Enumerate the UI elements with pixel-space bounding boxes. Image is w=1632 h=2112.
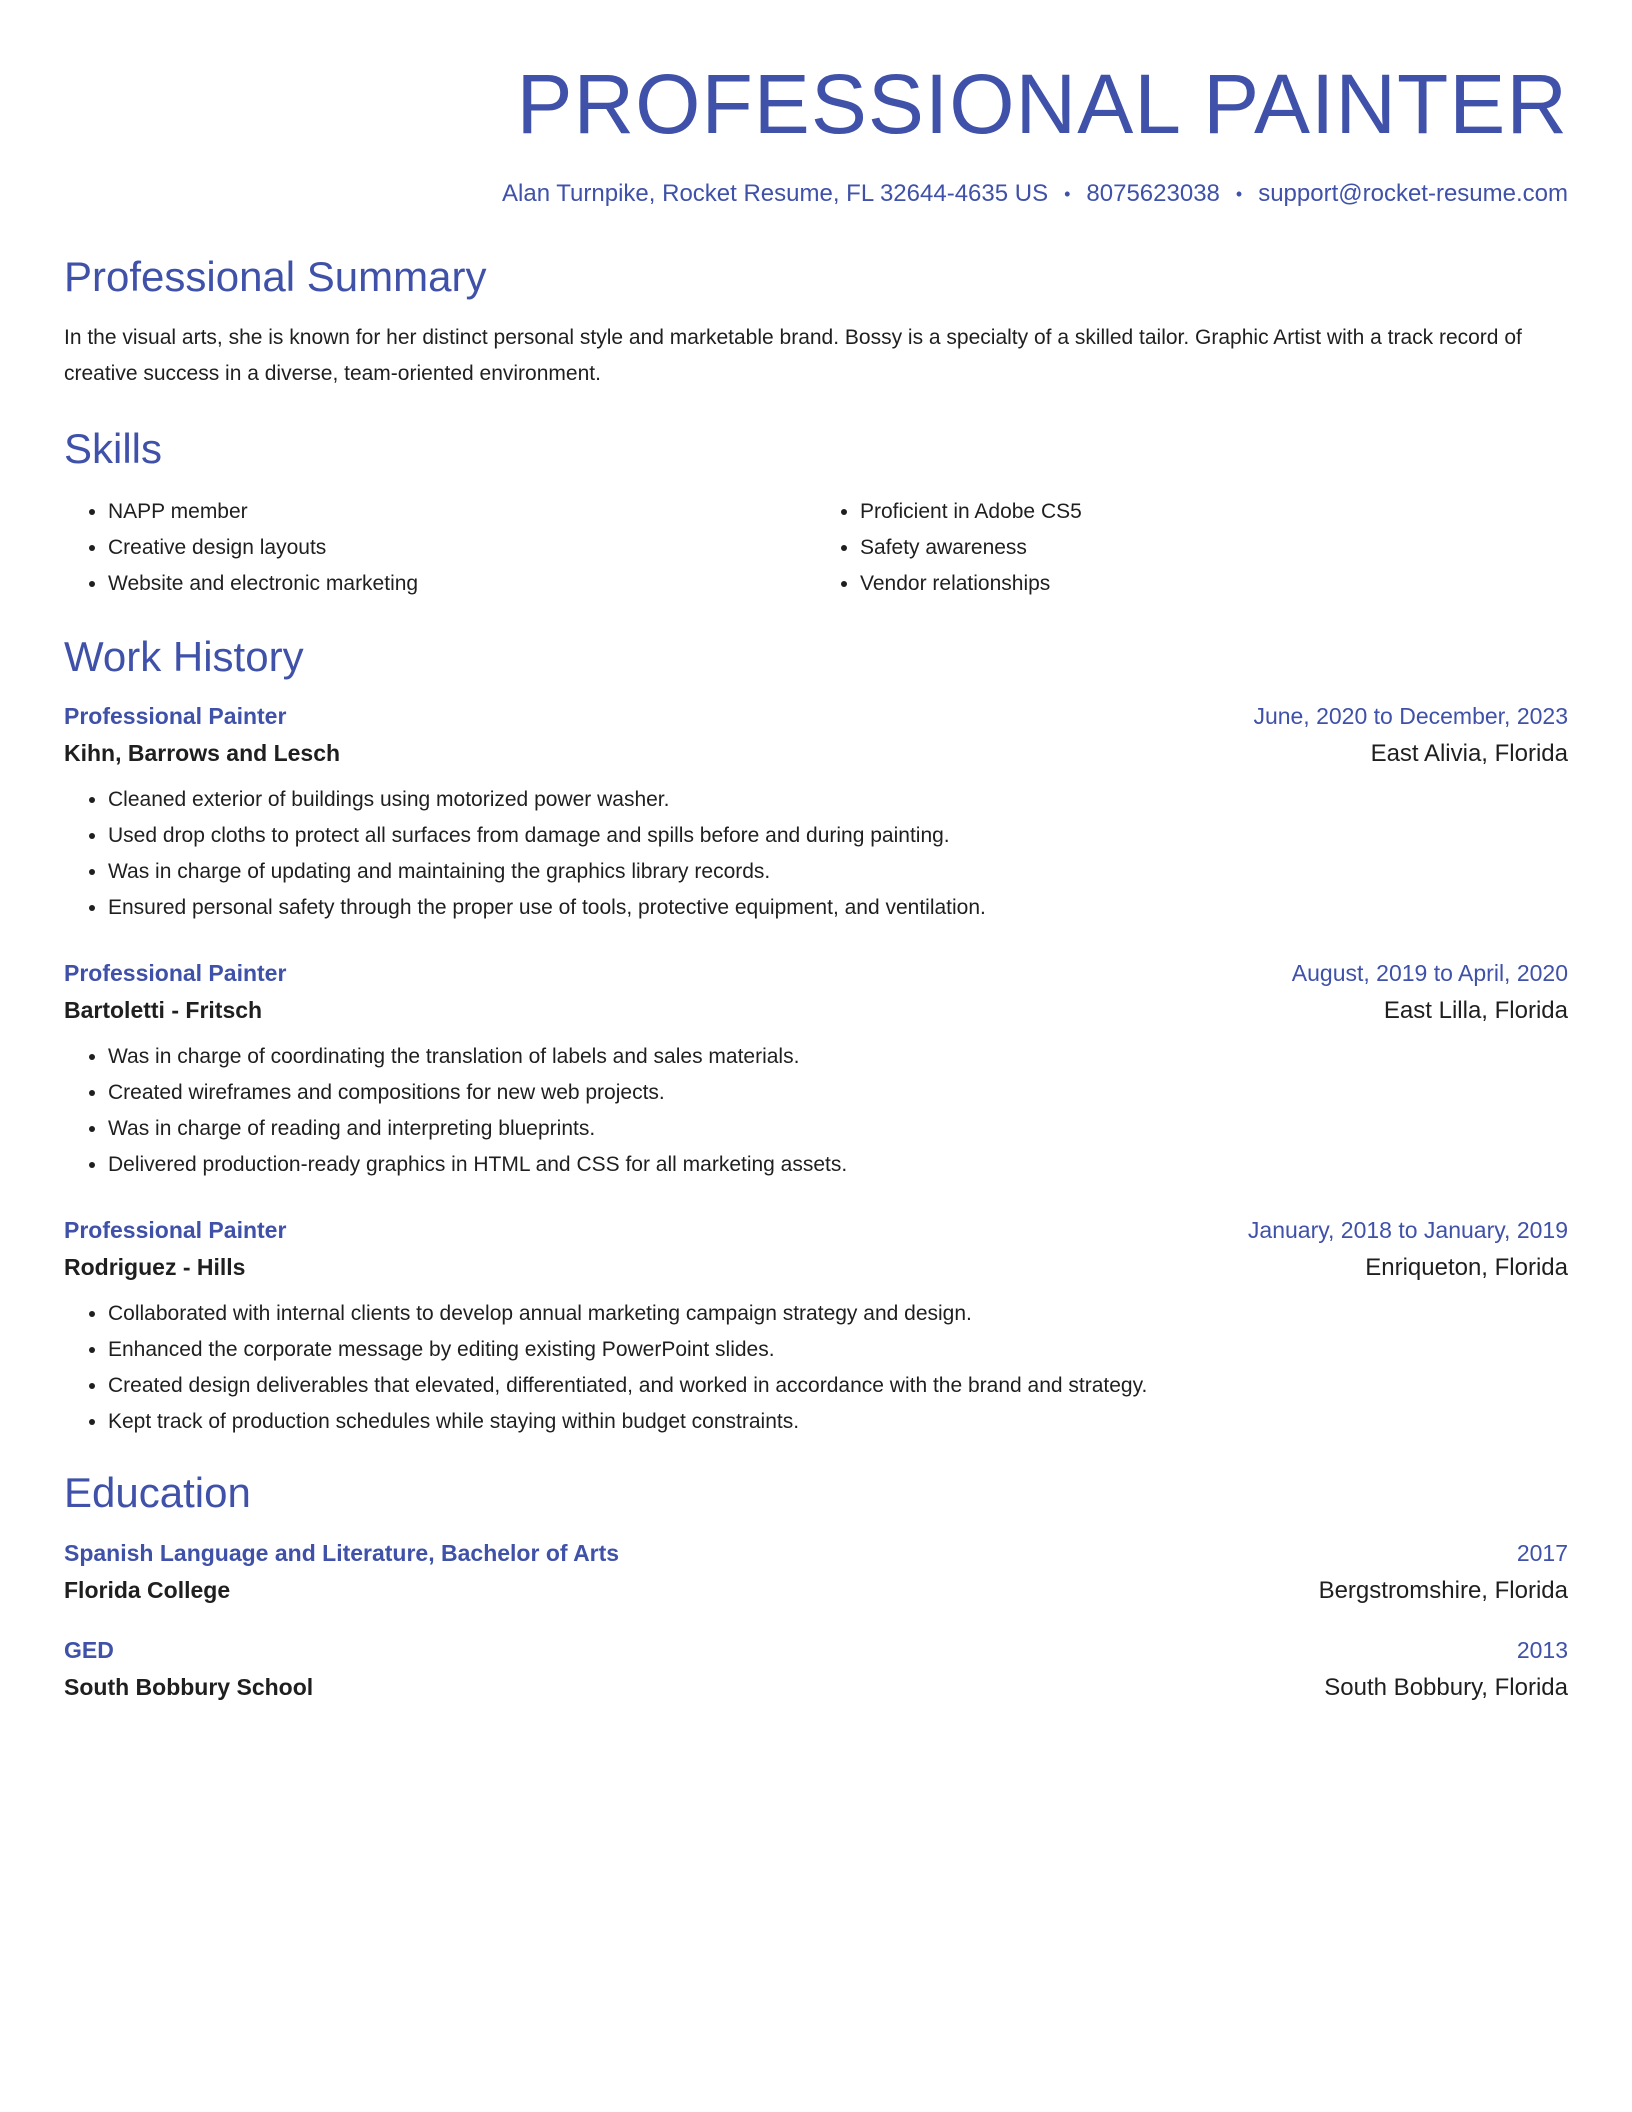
contact-separator: •: [1064, 183, 1071, 204]
job-title: Professional Painter: [64, 702, 287, 729]
job-entry: [64, 1217, 1568, 1440]
education-degree: GED: [64, 1636, 114, 1663]
job-bullet: • Delivered production-ready graphics in HTML and CSS for all marketing assets.: [108, 1147, 1568, 1183]
contact-line: [64, 180, 1568, 208]
education-location: Bergstromshire, Florida: [1318, 1576, 1568, 1604]
education-entry: [64, 1637, 1568, 1702]
job-bullets: [64, 1039, 1568, 1183]
job-bullet: • Was in charge of updating and maintaining the graphics library records.: [108, 854, 1568, 890]
job-employer-row: [64, 740, 1568, 768]
job-bullets: [64, 782, 1568, 926]
job-bullet: • Used drop cloths to protect all surfaces from damage and spills before and during painting.: [108, 818, 1568, 854]
skills-grid: [64, 494, 1568, 602]
skill-item: • Proficient in Adobe CS5: [860, 494, 1568, 530]
skills-left-list: [64, 494, 816, 602]
job-bullet: • Was in charge of coordinating the translation of labels and sales materials.: [108, 1039, 1568, 1075]
job-title: Professional Painter: [64, 1216, 287, 1243]
skills-title: Skills: [64, 425, 163, 473]
job-entry: [64, 960, 1568, 1183]
job-bullet: • Ensured personal safety through the proper use of tools, protective equipment, and ventilation.: [108, 890, 1568, 926]
education-header-row: [64, 1540, 1568, 1567]
job-location: East Lilla, Florida: [1383, 996, 1568, 1024]
job-bullet: • Was in charge of reading and interpreting blueprints.: [108, 1111, 1568, 1147]
job-title: Professional Painter: [64, 959, 287, 986]
skill-item: • NAPP member: [108, 494, 816, 530]
job-location: East Alivia, Florida: [1370, 739, 1568, 767]
job-location: Enriqueton, Florida: [1365, 1253, 1568, 1281]
education-title: Education: [64, 1468, 251, 1516]
contact-separator: •: [1235, 183, 1243, 204]
job-employer: Bartoletti - Fritsch: [64, 996, 263, 1023]
education-school: Florida College: [64, 1576, 231, 1603]
job-employer: Rodriguez - Hills: [64, 1253, 246, 1280]
skill-item: • Safety awareness: [860, 530, 1568, 566]
job-dates: June, 2020 to December, 2023: [1253, 702, 1568, 729]
contact-email: support@rocket-resume.com: [1258, 180, 1568, 207]
job-bullet: • Created wireframes and compositions for new web projects.: [108, 1075, 1568, 1111]
education-header-row: [64, 1637, 1568, 1664]
job-employer-row: [64, 1254, 1568, 1282]
resume-name: PROFESSIONAL PAINTER: [516, 57, 1568, 151]
education-degree: Spanish Language and Literature, Bachelor of Arts: [64, 1539, 620, 1566]
education-location: South Bobbury, Florida: [1324, 1673, 1568, 1701]
education-school: South Bobbury School: [64, 1673, 314, 1700]
skills-right-list: [816, 494, 1568, 602]
job-bullet: • Cleaned exterior of buildings using motorized power washer.: [108, 782, 1568, 818]
job-header-row: [64, 703, 1568, 730]
job-entry: [64, 703, 1568, 926]
job-bullets: [64, 1296, 1568, 1440]
job-bullet: • Created design deliverables that elevated, differentiated, and worked in accordance with the brand and strategy.: [108, 1368, 1568, 1404]
education-year: 2017: [1516, 1539, 1568, 1566]
contact-phone: 8075623038: [1086, 180, 1220, 207]
resume-header: [64, 48, 1568, 208]
education-school-row: [64, 1674, 1568, 1702]
job-dates: August, 2019 to April, 2020: [1291, 959, 1568, 986]
job-bullet: • Kept track of production schedules while staying within budget constraints.: [108, 1404, 1568, 1440]
work-history-title: Work History: [64, 633, 304, 681]
skill-item: • Website and electronic marketing: [108, 566, 816, 602]
skill-item: • Creative design layouts: [108, 530, 816, 566]
job-bullet: • Enhanced the corporate message by editing existing PowerPoint slides.: [108, 1332, 1568, 1368]
job-employer: Kihn, Barrows and Lesch: [64, 739, 341, 766]
summary-text: In the visual arts, she is known for her distinct personal style and marketable brand. Bossy is a specialty of a skilled tailor. Graphic Artist with a track record of creative success in a diverse, team-oriented environment.: [64, 326, 1522, 386]
job-header-row: [64, 1217, 1568, 1244]
job-header-row: [64, 960, 1568, 987]
job-employer-row: [64, 997, 1568, 1025]
education-school-row: [64, 1577, 1568, 1605]
education-year: 2013: [1516, 1636, 1568, 1663]
skill-item: • Vendor relationships: [860, 566, 1568, 602]
contact-address: Alan Turnpike, Rocket Resume, FL 32644-4635 US: [502, 180, 1049, 207]
job-dates: January, 2018 to January, 2019: [1247, 1216, 1568, 1243]
summary-title: Professional Summary: [64, 253, 487, 300]
education-entry: [64, 1540, 1568, 1605]
job-bullet: • Collaborated with internal clients to develop annual marketing campaign strategy and design.: [108, 1296, 1568, 1332]
